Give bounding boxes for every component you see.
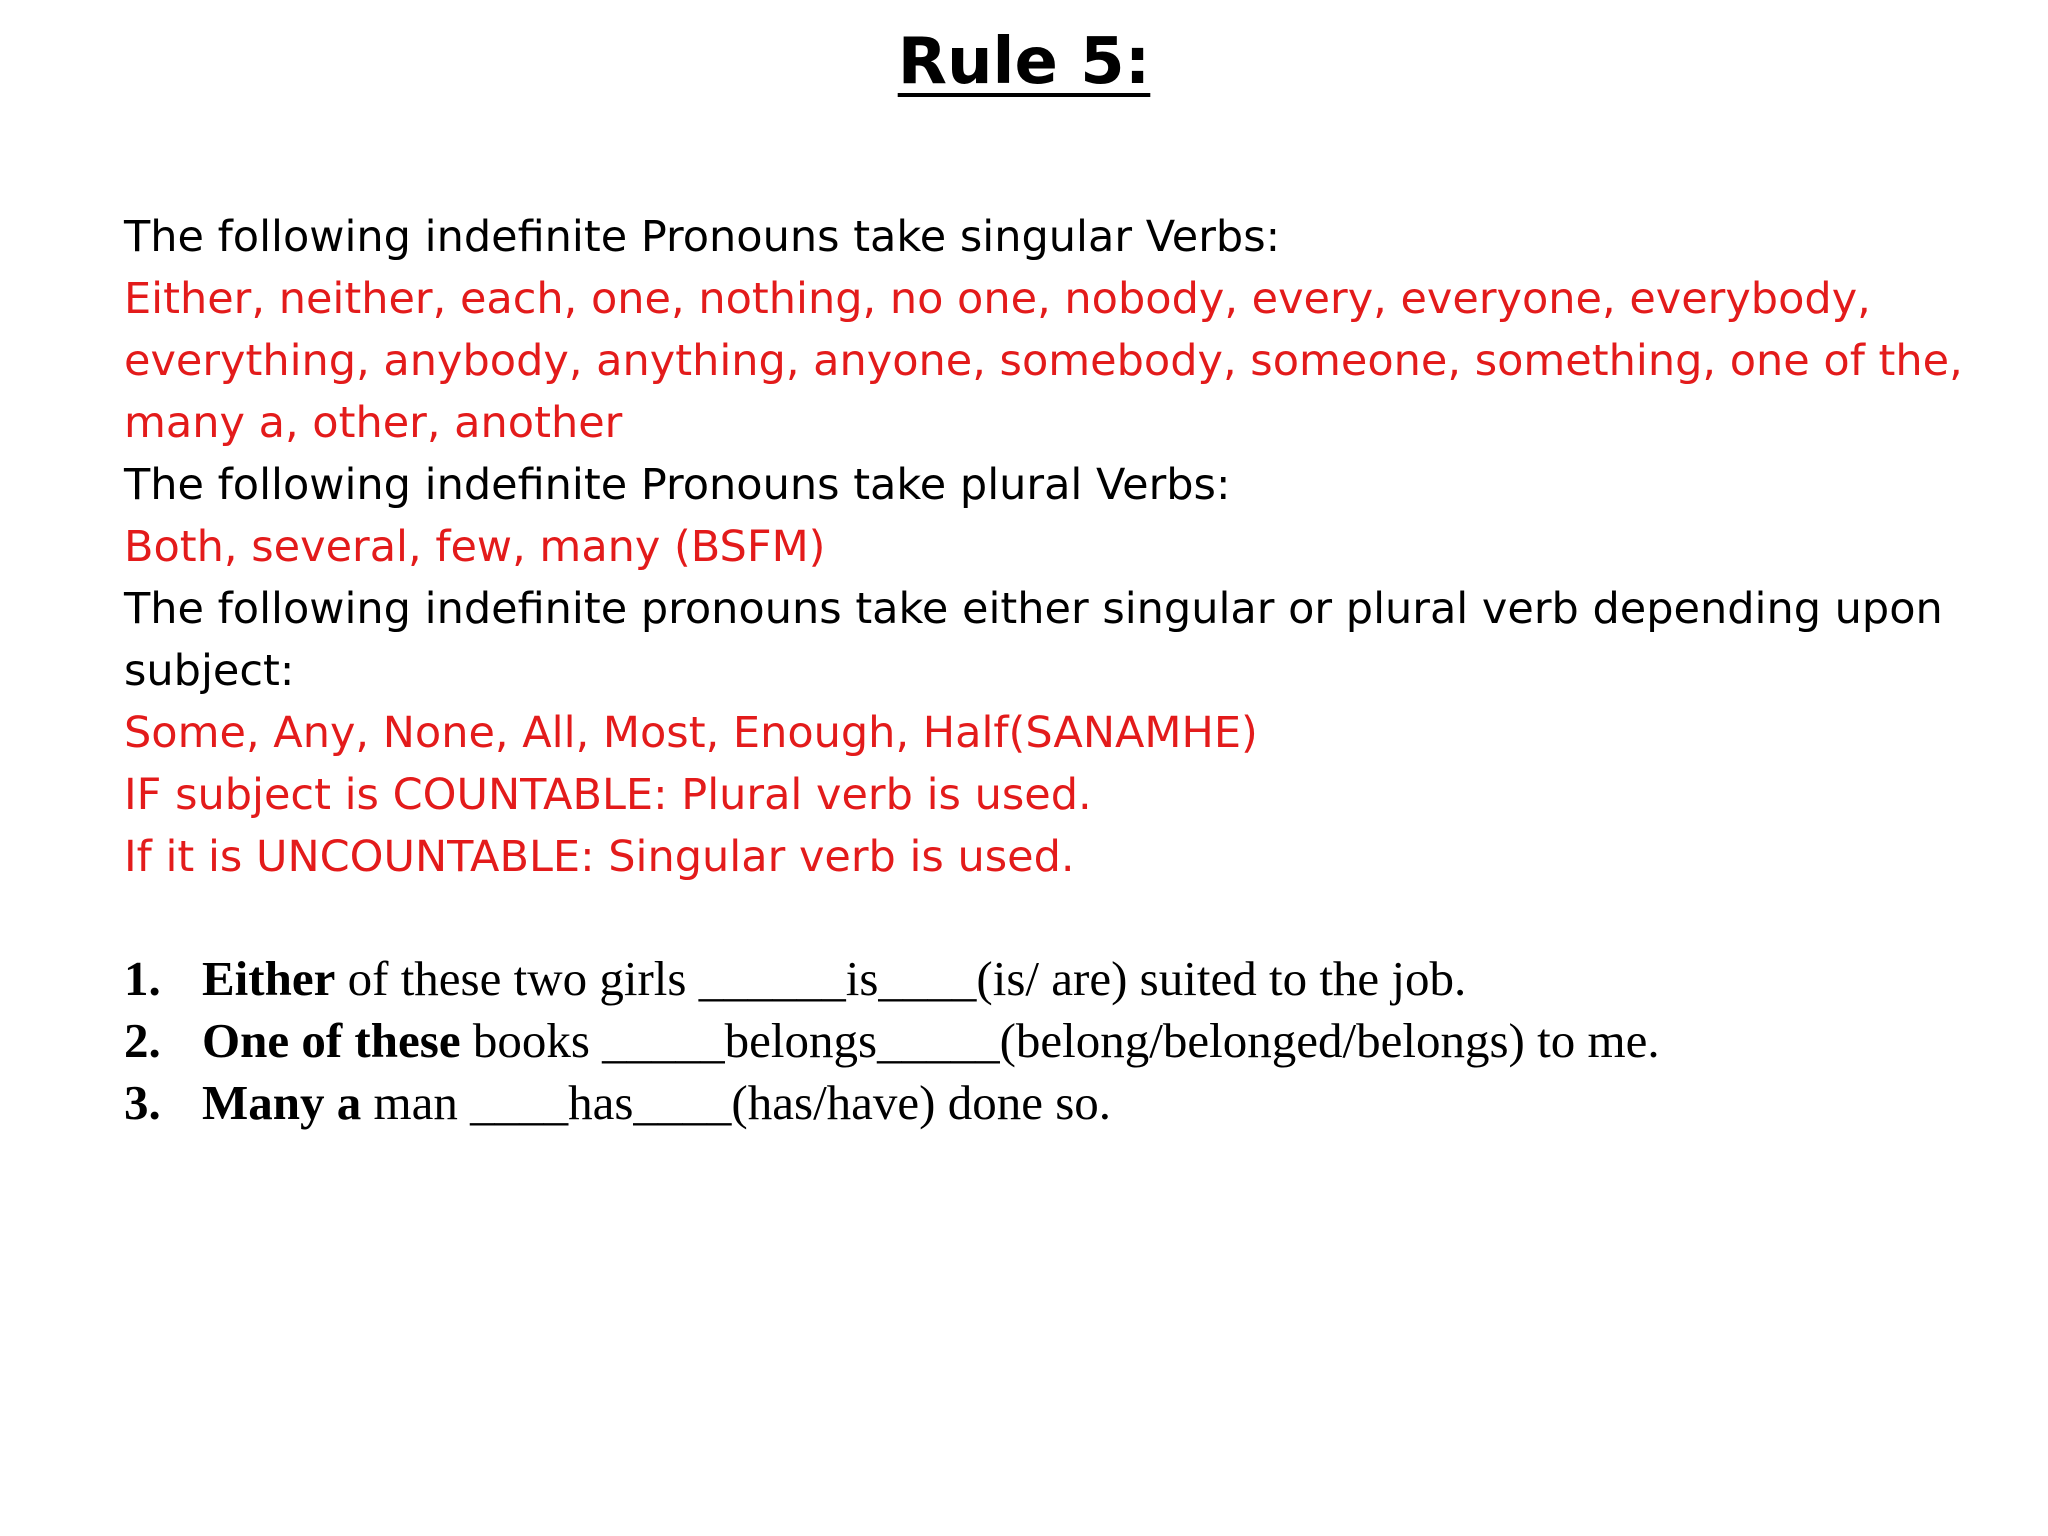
exercise-subject: Many a: [202, 1075, 362, 1130]
singular-pronoun-list-line-1: Either, neither, each, one, nothing, no one, nobody, every, everyone, everybody,: [124, 274, 1871, 324]
singular-pronoun-list-line-2: everything, anybody, anything, anyone, somebody, someone, something, one of the,: [124, 336, 1963, 386]
rules-text-block: [124, 206, 1963, 888]
slide-title: [0, 22, 2048, 102]
singular-pronoun-list-line-3: many a, other, another: [124, 398, 623, 448]
plural-heading: The following indefinite Pronouns take plural Verbs:: [124, 460, 1231, 510]
exercise-item: [124, 1010, 1944, 1072]
either-pronoun-list: Some, Any, None, All, Most, Enough, Half(SANAMHE): [124, 708, 1258, 758]
exercise-sentence: [202, 1072, 1111, 1134]
exercise-rest: books _____belongs_____(belong/belonged/belongs) to me.: [460, 1013, 1660, 1068]
exercise-item: [124, 1072, 1944, 1134]
uncountable-note: If it is UNCOUNTABLE: Singular verb is used.: [124, 832, 1075, 882]
exercise-number: 1.: [124, 951, 161, 1006]
exercise-item: [124, 948, 1944, 1010]
exercise-subject: One of these: [202, 1013, 461, 1068]
exercise-rest: man ____has____(has/have) done so.: [361, 1075, 1112, 1130]
exercise-rest: of these two girls ______is____(is/ are) suited to the job.: [335, 951, 1467, 1006]
either-heading-line-1: The following indefinite pronouns take either singular or plural verb depending upon: [124, 584, 1943, 634]
exercise-sentence: [202, 1010, 1660, 1072]
exercise-subject: Either: [202, 951, 336, 1006]
countable-note: IF subject is COUNTABLE: Plural verb is used.: [124, 770, 1092, 820]
exercise-number: 3.: [124, 1075, 161, 1130]
exercise-sentence: [202, 948, 1466, 1010]
singular-heading: The following indefinite Pronouns take singular Verbs:: [124, 212, 1281, 262]
exercise-number: 2.: [124, 1013, 161, 1068]
exercise-list: [124, 948, 1944, 1134]
either-heading-line-2: subject:: [124, 646, 295, 696]
slide-title-text: Rule 5:: [897, 25, 1151, 99]
plural-pronoun-list: Both, several, few, many (BSFM): [124, 522, 826, 572]
